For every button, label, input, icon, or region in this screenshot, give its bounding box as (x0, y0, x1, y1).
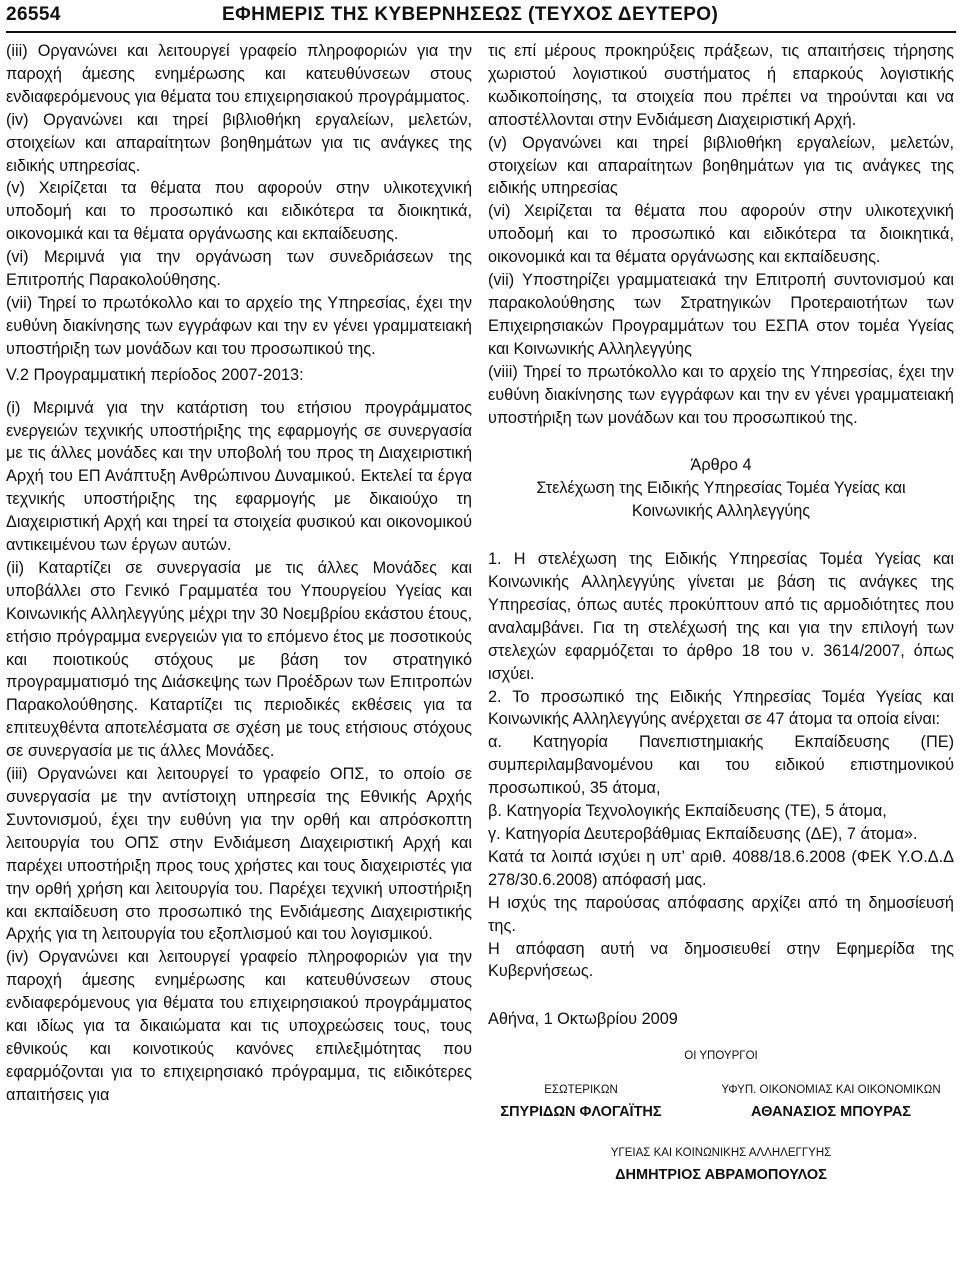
paragraph: (v) Οργανώνει και τηρεί βιβλιοθήκη εργαλείων, μελετών, στοιχείων και απαραίτητων βοηθημάτων για τις ανάγκες της ειδικής υπηρεσίας (488, 133, 954, 198)
signatures-block (488, 1031, 954, 1184)
paragraph: (iv) Οργανώνει και τηρεί βιβλιοθήκη εργαλείων, μελετών, στοιχείων και απαραίτητων βοηθημάτων για τις ανάγκες της ειδικής υπηρεσίας. (6, 110, 472, 175)
minister-role: ΥΓΕΙΑΣ ΚΑΙ ΚΟΙΝΩΝΙΚΗΣ ΑΛΛΗΛΕΓΓΥΗΣ (610, 1147, 832, 1160)
paragraph: 1. Η στελέχωση της Ειδικής Υπηρεσίας Τομέα Υγείας και Κοινωνικής Αλληλεγγύης γίνεται με βάση τις ανάγκες της Υπηρεσίας, όπως αυτές προκύπτουν από τις αρμοδιότητες που αναλαμβάνει. Για τη στελέχωσή της και για την επιλογή των στελεχών εφαρμόζεται το άρθρο 18 του ν. 3614/2007, όπως ισχύει. (488, 550, 954, 683)
minister-name: ΣΠΥΡΙΔΩΝ ΦΛΟΓΑΪΤΗΣ (500, 1104, 662, 1121)
date-line: Αθήνα, 1 Οκτωβρίου 2009 (488, 1010, 678, 1029)
paragraph: (vi) Μεριμνά για την οργάνωση των συνεδριάσεων της Επιτροπής Παρακολούθησης. (6, 248, 472, 290)
paragraph: Η ισχύς της παρούσας απόφασης αρχίζει από τη δημοσίευσή της. (488, 893, 954, 935)
page-header (0, 0, 960, 30)
article-subtitle: Στελέχωση της Ειδικής Υπηρεσίας Τομέα Υγείας και (536, 479, 906, 498)
header-rule (6, 31, 956, 33)
paragraph: Κατά τα λοιπά ισχύει η υπ’ αριθ. 4088/18.6.2008 (ΦΕΚ Υ.Ο.Δ.Δ 278/30.6.2008) απόφασή μας. (488, 847, 954, 889)
paragraph: (viii) Τηρεί το πρωτόκολλο και το αρχείο της Υπηρεσίας, έχει την ευθύνη διακίνησης των εγγράφων και την εν γένει γραμματειακή υποστήριξη των μονάδων και του προσωπικού της. (488, 362, 954, 427)
gazette-title: ΕΦΗΜΕΡΙΣ ΤΗΣ ΚΥΒΕΡΝΗΣΕΩΣ (ΤΕΥΧΟΣ ΔΕΥΤΕΡΟ) (222, 4, 719, 25)
paragraph: τις επί μέρους προκηρύξεις πράξεων, τις απαιτήσεις τήρησης χωριστού λογιστικού συστήματος ή επαρκούς λογιστικής κωδικοποίησης, τα στοιχεία που πρέπει να τηρούνται και να αποστέλλονται στην Ενδιάμεση Διαχειριστική Αρχή. (488, 42, 954, 129)
paragraph: 2. Το προσωπικό της Ειδικής Υπηρεσίας Τομέα Υγείας και Κοινωνικής Αλληλεγγύης ανέρχεται σε 47 άτομα τα οποία είναι: (488, 687, 954, 729)
paragraph: α. Κατηγορία Πανεπιστημιακής Εκπαίδευσης (ΠΕ) συμπεριλαμβανομένου και του ειδικού επιστημονικού προσωπικού, 35 άτομα, (488, 733, 954, 798)
paragraph: γ. Κατηγορία Δευτεροβάθμιας Εκπαίδευσης (ΔΕ), 7 άτομα». (488, 825, 918, 843)
paragraph: (vii) Τηρεί το πρωτόκολλο και το αρχείο της Υπηρεσίας, έχει την ευθύνη διακίνησης των εγγράφων και την εν γένει γραμματειακή υποστήριξη των μονάδων και του προσωπικού της. (6, 293, 472, 358)
paragraph: (iii) Οργανώνει και λειτουργεί το γραφείο ΟΠΣ, το οποίο σε συνεργασία με την αντίστοιχη υπηρεσία της Εθνικής Αρχής Συντονισμού, έχει την ευθύνη για την ορθή και απρόσκοπτη λειτουργία του ΟΠΣ στην Ενδιάμεση Διαχειριστική Αρχή και παρέχει υποστήριξη προς τους χρήστες και τους διαχειριστές για την ορθή χρήση και λειτουργία του. Παρέχει τεχνική υποστήριξη και εκπαίδευση στο προσωπικό της Ενδιάμεσης Διαχειριστικής Αρχής για τη λειτουργία του εξοπλισμού και του λογισμικού. (6, 765, 472, 944)
paragraph: (v) Χειρίζεται τα θέματα που αφορούν στην υλικοτεχνική υποδομή και το προσωπικό και ειδικότερα τα διοικητικά, οικονομικά και τα θέματα οργάνωσης και εκπαίδευσης. (6, 179, 472, 244)
paragraph: (iii) Οργανώνει και λειτουργεί γραφείο πληροφοριών για την παροχή άμεσης ενημέρωσης και κατευθύνσεων στους ενδιαφερόμενους για θέματα του επιχειρησιακού προγράμματος. (6, 42, 472, 106)
paragraph: β. Κατηγορία Τεχνολογικής Εκπαίδευσης (ΤΕ), 5 άτομα, (488, 802, 887, 821)
ministers-label: ΟΙ ΥΠΟΥΡΓΟΙ (684, 1050, 758, 1063)
left-column (6, 40, 472, 1107)
paragraph: Η απόφαση αυτή να δημοσιευθεί στην Εφημερίδα της Κυβερνήσεως. (488, 939, 954, 981)
paragraph: (iv) Οργανώνει και λειτουργεί γραφείο πληροφοριών για την παροχή άμεσης ενημέρωσης και κατευθύνσεων στους ενδιαφερόμενους για θέματα του επιχειρησιακού προγράμματος και ιδίως για τα δικαιώματα και τις υποχρεώσεις τους, τους εθνικούς και κοινοτικούς κανόνες επιλεξιμότητας που εφαρμόζονται για το επιχειρησιακό πρόγραμμα, τις ειδικότερες απαιτήσεις για (6, 948, 472, 1104)
minister-name: ΔΗΜΗΤΡΙΟΣ ΑΒΡΑΜΟΠΟΥΛΟΣ (615, 1167, 827, 1184)
minister-role: ΥΦΥΠ. ΟΙΚΟΝΟΜΙΑΣ ΚΑΙ ΟΙΚΟΝΟΜΙΚΩΝ (721, 1084, 941, 1097)
right-column (488, 40, 954, 1184)
paragraph: (i) Μεριμνά για την κατάρτιση του ετήσιου προγράμματος ενεργειών τεχνικής υποστήριξης της εφαρμογής σε συνεργασία με τις άλλες μονάδες και την υποβολή του προς τη Διαχειριστική Αρχή του ΕΠ Ανάπτυξη Ανθρώπινου Δυναμικού. Εκτελεί τα έργα τεχνικής υποστήριξης της εφαρμογής με δικαιούχο τη Διαχειριστική Αρχή και τηρεί τα στοιχεία φυσικού και οικονομικού αντικειμένου των έργων αυτών. (6, 398, 472, 555)
minister-role: ΕΣΩΤΕΡΙΚΩΝ (544, 1084, 618, 1097)
minister-name: ΑΘΑΝΑΣΙΟΣ ΜΠΟΥΡΑΣ (751, 1104, 911, 1121)
paragraph: (ii) Καταρτίζει σε συνεργασία με τις άλλες Μονάδες και υποβάλλει στο Γενικό Γραμματέα του Υπουργείου Υγείας και Κοινωνικής Αλληλεγγύης μέχρι την 30 Νοεμβρίου εκάστου έτους, ετήσιο πρόγραμμα ενεργειών για το επόμενο έτος με ποσοτικούς και ποιοτικούς στόχους με βάση τον στρατηγικό προγραμματισμό της Διάσκεψης των Προέδρων των Επιτροπών Παρακολούθησης. Καταρτίζει τις περιοδικές εκθέσεις για τα επιτευχθέντα αποτελέσματα σε σχέση με τους ετήσιους στόχους σε συνεργασία με τις άλλες Μονάδες. (6, 558, 472, 761)
section-heading: V.2 Προγραμματική περίοδος 2007-2013: (6, 365, 304, 384)
article-subtitle: Κοινωνικής Αλληλεγγύης (631, 502, 811, 521)
article-title: Άρθρο 4 (690, 456, 752, 475)
paragraph: (vii) Υποστηρίζει γραμματειακά την Επιτροπή συντονισμού και παρακολούθησης των Στρατηγικών Προτεραιοτήτων των Επιχειρησιακών Προγραμμάτων του ΕΣΠΑ στον τομέα Υγείας και Κοινωνικής Αλληλεγγύης (488, 271, 954, 358)
page-number: 26554 (6, 4, 61, 25)
paragraph: (vi) Χειρίζεται τα θέματα που αφορούν στην υλικοτεχνική υποδομή και το προσωπικό και ειδικότερα τα διοικητικά, οικονομικά και τα θέματα οργάνωσης και εκπαίδευσης. (488, 202, 954, 267)
